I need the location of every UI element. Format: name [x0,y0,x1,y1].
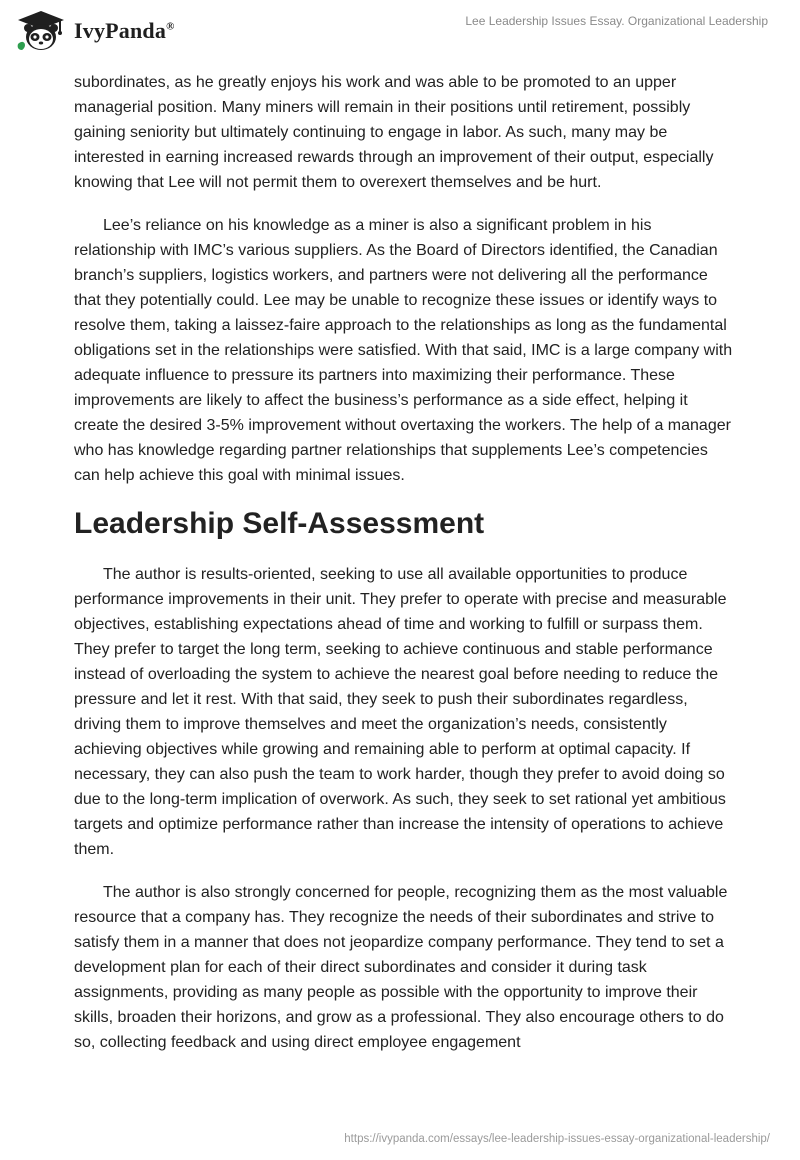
paragraph: The author is results-oriented, seeking to use all available opportunities to produce performance improvements in their unit. They prefer to operate with precise and measurable objectives, establishing expectations ahead of time and working to fulfill or surpass them. They prefer to target the long term, seeking to achieve continuous and stable performance instead of overloading the system to achieve the nearest goal before needing to reduce the pressure and let it rest. With that said, they seek to push their subordinates regardless, driving them to improve themselves and meet the organization’s needs, consistently achieving objectives while growing and remaining able to perform at optimal capacity. If necessary, they can also push the team to work harder, though they prefer to avoid doing so due to the long-term implication of overwork. As such, they seek to set rational yet ambitious targets and optimize performance rather than increase the intensity of operations to achieve them. [74,566,727,858]
section-heading: Leadership Self-Assessment [74,507,485,540]
paragraph-continuation: subordinates, as he greatly enjoys his work and was able to be promoted to an upper managerial position. Many miners will remain in their positions until retirement, possibly gaining seniority but ultimately continuing to engage in labor. As such, many may be interested in earning increased rewards through an improvement of their output, especially knowing that Lee will not permit them to overexert themselves and be hurt. [74,74,714,191]
paragraph: Lee’s reliance on his knowledge as a miner is also a significant problem in his relationship with IMC’s various suppliers. As the Board of Directors identified, the Canadian branch’s suppliers, logistics workers, and partners were not delivering all the performance that they potentially could. Lee may be unable to recognize these issues or identify ways to resolve them, taking a laissez-faire approach to the relationships as long as the fundamental obligations set in the relationships were satisfied. With that said, IMC is a large company with adequate influence to pressure its partners into maximizing their performance. These improvements are likely to affect the business’s performance as a side effect, helping it create the desired 3-5% improvement without overtaxing the workers. The help of a manager who has knowledge regarding partner relationships that supplements Lee’s competencies can help achieve this goal with minimal issues. [74,217,733,484]
page-header [0,0,800,70]
ivypanda-logo[interactable] [14,8,175,54]
source-url[interactable]: https://ivypanda.com/essays/lee-leadership-issues-essay-organizational-leadership/ [344,1133,770,1145]
essay-body [74,70,734,1073]
logo-wordmark: IvyPanda® [74,18,175,43]
document-title: Lee Leadership Issues Essay. Organizational Leadership [465,14,768,28]
registered-mark: ® [166,20,175,33]
panda-graduate-icon [14,8,68,54]
paragraph: The author is also strongly concerned for people, recognizing them as the most valuable resource that a company has. They recognize the needs of their subordinates and strive to satisfy them in a manner that does not jeopardize company performance. They tend to set a development plan for each of their direct subordinates and consider it during task assignments, providing as many people as possible with the opportunity to improve their skills, broaden their horizons, and grow as a professional. They also encourage others to do so, collecting feedback and using direct employee engagement [74,884,728,1051]
